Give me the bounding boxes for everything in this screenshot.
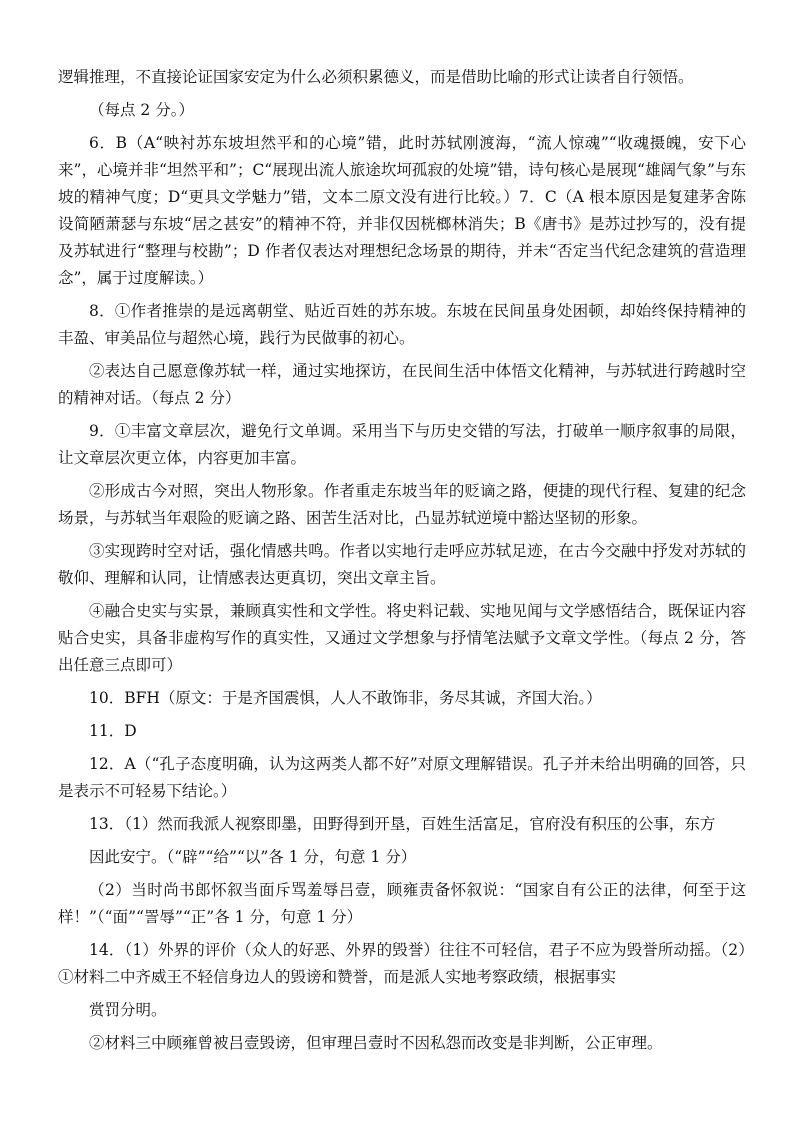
- answer-9-point-2: ②形成古今对照，突出人物形象。作者重走东坡当年的贬谪之路，便捷的现代行程、复建的纪念场景，与苏轼当年艰险的贬谪之路、困苦生活对比，凸显苏轼逆境中豁达坚韧的形象。: [58, 482, 746, 527]
- answer-key-text: [58, 64, 746, 1063]
- answer-6-7: 6．B（A“映衬苏东坡坦然平和的心境”错，此时苏轼刚渡海，“流人惊魂”“收魂摄魄，安下心来”，心境并非“坦然平和”；C“展现出流人旅途坎坷孤寂的处境”错，诗句核心是展现“雄阔气象”与东坡的精神气度；D“更具文学魅力”错，文本二原文没有进行比较。）7．C（A 根本原因是复建茅舍陈设简陋萧瑟与东坡“居之甚安”的精神不符，并非仅因桄榔林消失；B《唐书》是苏过抄写的，没有提及苏轼进行“整理与校勘”；D 作者仅表达对理想纪念场景的期待，并未“否定当代纪念建筑的营造理念”，属于过度解读。）: [58, 134, 746, 287]
- answer-9-point-1: 9．①丰富文章层次，避免行文单调。采用当下与历史交错的写法，打破单一顺序叙事的局限，让文章层次更立体，内容更加丰富。: [58, 422, 746, 467]
- answer-14: 14．（1）外界的评价（众人的好恶、外界的毁誉）往往不可轻信，君子不应为毁誉所动摇。（2）①材料二中齐威王不轻信身边人的毁谤和赞誉，而是派人实地考察政绩，根据事实: [58, 941, 746, 986]
- answer-9-point-3: ③实现跨时空对话，强化情感共鸣。作者以实地行走呼应苏轼足迹，在古今交融中抒发对苏轼的敬仰、理解和认同，让情感表达更真切，突出文章主旨。: [58, 542, 746, 587]
- answer-14-point-2: ②材料三中顾雍曾被吕壹毁谤，但审理吕壹时不因私怨而改变是非判断，公正审理。: [89, 1034, 663, 1052]
- answer-8-point-2: ②表达自己愿意像苏轼一样，通过实地探访，在民间生活中体悟文化精神，与苏轼进行跨越时空的精神对话。（每点 2 分）: [58, 362, 746, 407]
- answer-9-point-4: ④融合史实与实景，兼顾真实性和文学性。将史料记载、实地见闻与文学感悟结合，既保证内容贴合史实，具备非虚构写作的真实性，又通过文学想象与抒情笔法赋予文章文学性。（每点 2 分，答出任意三点即可）: [58, 602, 746, 674]
- answer-11: 11．D: [89, 722, 137, 740]
- answer-13-part-2: （2）当时尚书郎怀叙当面斥骂羞辱吕壹，顾雍责备怀叙说：“国家自有公正的法律，何至于这样！”（“面”“詈辱”“正”各 1 分，句意 1 分）: [58, 881, 746, 926]
- answer-14-continued: 赏罚分明。: [89, 1001, 167, 1019]
- paragraph-1: 逻辑推理，不直接论证国家安定为什么必须积累德义，而是借助比喻的形式让读者自行领悟。: [58, 68, 694, 86]
- answer-13-part-1: 13．（1）然而我派人视察即墨，田野得到开垦，百姓生活富足，官府没有积压的公事，东方: [89, 815, 716, 833]
- answer-10: 10．BFH（原文：于是齐国震惧，人人不敢饰非，务尽其诚，齐国大治。）: [89, 689, 602, 707]
- answer-8-point-1: 8．①作者推崇的是远离朝堂、贴近百姓的苏东坡。东坡在民间虽身处困顿，却始终保持精神的丰盈、审美品位与超然心境，践行为民做事的初心。: [58, 302, 746, 347]
- answer-13-part-1-continued: 因此安宁。（“辟”“给”“以”各 1 分，句意 1 分）: [89, 848, 417, 866]
- paragraph-2: （每点 2 分。）: [89, 101, 194, 119]
- answer-12: 12．A（“孔子态度明确，认为这两类人都不好”对原文理解错误。孔子并未给出明确的回答，只是表示不可轻易下结论。）: [58, 755, 746, 800]
